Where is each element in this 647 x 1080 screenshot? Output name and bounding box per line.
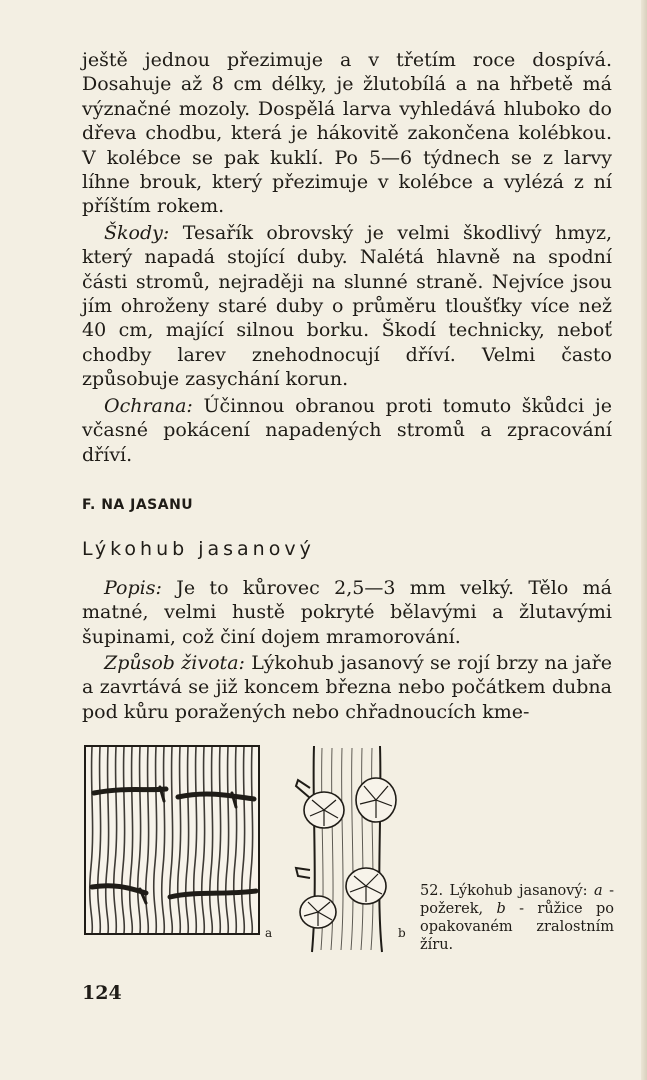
page-edge — [641, 0, 647, 1080]
species-title: Lýkohub jasanový — [82, 538, 315, 561]
label-ochrana: Ochrana: — [104, 394, 193, 417]
paragraph-skody — [82, 221, 612, 392]
caption-letter-b: b — [496, 901, 506, 917]
label-zpusob: Způsob života: — [104, 651, 245, 674]
figure-gallery-illustration — [84, 745, 260, 935]
figure-rosette-illustration — [288, 744, 400, 954]
text-ochrana: Účinnou obranou proti tomuto škůdci je včasné pokácení napadených stromů a zpracování dříví. — [82, 394, 612, 466]
caption-letter-a: a — [594, 883, 603, 899]
page-number: 124 — [82, 982, 122, 1004]
figure-label-b: b — [398, 926, 406, 940]
caption-title: 52. Lýkohub jasanový: — [420, 883, 588, 899]
paragraph-larva: ještě jednou přezimuje a v třetím roce dospívá. Dosahuje až 8 cm délky, je žlutobílá a na hřbetě má význačné mozoly. Dospělá larva vyhledává hluboko do dřeva chodbu, která je hákovitě zakončena kolébkou. V kolébce se pak kuklí. Po 5—6 týdnech se z larvy líhne brouk, který přezimuje v kolébce a vylézá z ní příštím rokem. — [82, 49, 612, 218]
section-heading: F. NA JASANU — [82, 496, 194, 513]
paragraph-popis — [82, 576, 612, 649]
caption-text-b: - růžice po opakovaném zralostním žíru. — [420, 901, 614, 953]
figure-caption — [420, 882, 614, 954]
text-popis: Je to kůrovec 2,5—3 mm velký. Tělo má matné, velmi hustě pokryté bělavými a žlutavými šupinami, což činí dojem mramorování. — [82, 576, 612, 648]
paragraph-zpusob — [82, 651, 612, 724]
text-skody: Tesařík obrovský je velmi škodlivý hmyz, který napadá stojící duby. Nalétá hlavně na spodní části stromů, nejraději na slunné straně. Nejvíce jsou jím ohroženy staré duby o průměru tloušťky více než 40 cm, mající silnou borku. Škodí technicky, neboť chodby larev znehodnocují dříví. Velmi často způsobuje zasychání korun. — [82, 221, 612, 391]
label-skody: Škody: — [104, 221, 170, 244]
label-popis: Popis: — [104, 576, 162, 599]
figure-label-a: a — [265, 926, 273, 940]
paragraph-ochrana — [82, 394, 612, 467]
text-column — [82, 48, 612, 724]
caption-text-a: - požerek, — [420, 883, 614, 917]
text-zpusob: Lýkohub jasanový se rojí brzy na jaře a zavrtává se již koncem března nebo počátkem dubna pod kůru poražených nebo chřadnoucích kme- — [82, 651, 613, 723]
